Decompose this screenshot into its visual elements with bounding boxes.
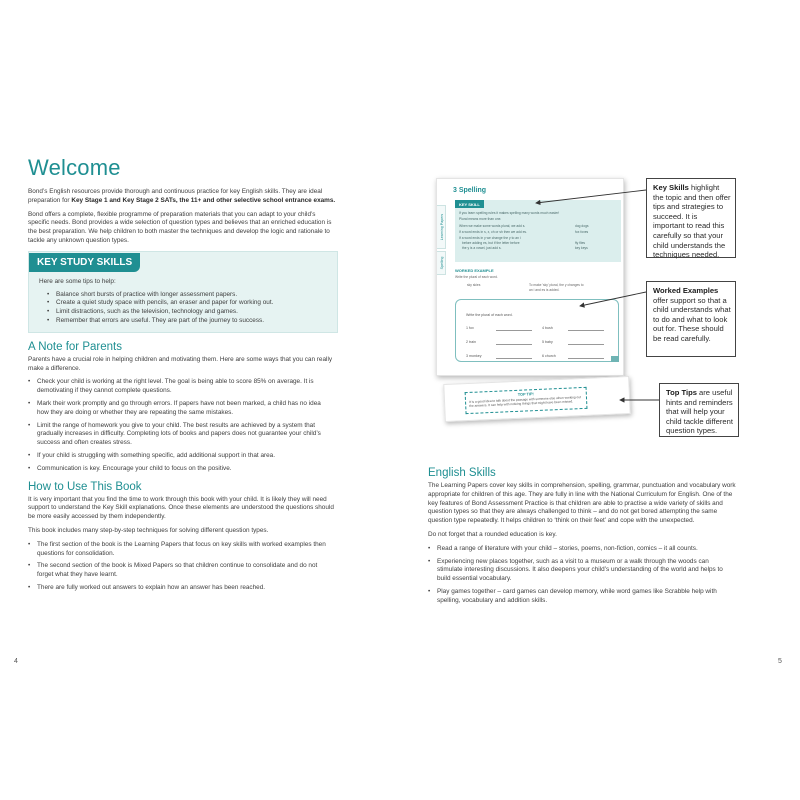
ks-line: When we make some words plural, we add s. [459, 224, 526, 228]
kss-intro: Here are some tips to help: [39, 277, 116, 285]
wb-row: 5 baby [542, 340, 553, 344]
ks-line: If you learn spelling rules it makes spelling many words much easier! [459, 211, 560, 215]
key-study-skills-box [28, 251, 338, 333]
answer-line [568, 330, 604, 331]
top-tips-callout [659, 383, 739, 437]
answer-line [496, 344, 532, 345]
top-tip-text: It is a good idea to talk about the passage with someone else when working out the answers. It can help with noticing things that might have been missed. [468, 395, 582, 408]
tab-label: Learning Papers [440, 213, 444, 241]
learning-papers-tab [437, 205, 446, 249]
howto-list [28, 541, 338, 593]
ks-line: If a word ends in y we change the y to an i [459, 236, 521, 240]
callout-bold: Top Tips [666, 388, 697, 397]
callout-text: are useful hints and reminders that will help your child tackle different question types. [666, 388, 733, 436]
wb-row: 6 church [542, 354, 556, 358]
worked-examples-callout [646, 281, 736, 357]
ks-example: fly flies [575, 241, 586, 245]
top-tip-title: TOP TIP! [517, 391, 534, 397]
intro-paragraph-1 [28, 188, 338, 206]
key-skill-tag: KEY SKILL [455, 200, 484, 208]
callout-bold: Key Skills [653, 183, 689, 192]
welcome-heading: Welcome [28, 155, 121, 180]
we-note: To make 'sky' plural, the y changes to [529, 283, 584, 287]
wb-row: 3 monkey [466, 354, 482, 358]
list-item: • Mark their work promptly and go through errors. If papers have not been marked, a child has no idea how they are doing or whether they are repeating the same mistakes. [28, 400, 332, 418]
top-tip-card [443, 376, 630, 422]
list-item: • Read a range of literature with your child – stories, poems, non-fiction, comics – it all counts. [428, 545, 732, 554]
key-skills-callout [646, 178, 736, 258]
english-skills-heading: English Skills [428, 467, 496, 479]
page-number-left: 4 [14, 658, 18, 665]
worked-example-label: WORKED EXAMPLE [455, 268, 494, 273]
howto-paragraph-2: This book includes many step-by-step techniques for solving different question types. [28, 526, 269, 534]
list-item: • Check your child is working at the right level. The goal is being able to score 85% on average. It is demotivating if they cannot complete questions. [28, 378, 332, 396]
page-number-right: 5 [778, 658, 782, 665]
kss-list [29, 291, 337, 326]
tab-label: Spelling [440, 256, 444, 270]
parents-intro: Parents have a crucial role in helping children and motivating them. Here are some ways that you can really make a difference. [28, 355, 333, 372]
marks-box [611, 356, 619, 362]
english-paragraph-1: The Learning Papers cover key skills in comprehension, spelling, grammar, punctuation and vocabulary work appropriate for children of this age. They are fully in line with the National Curriculum for English. One of the key features of Bond Assessment Practice is that children are able to practise a wide variety of skills and question types so that they are always challenged to think – and do not get bored attempting the same question type repeatedly. It helps children to ‘think on their feet’ and cope with the unexpected. [428, 482, 736, 525]
list-item: • Communication is key. Encourage your child to focus on the positive. [28, 465, 332, 474]
answer-line [568, 344, 604, 345]
callout-bold: Worked Examples [653, 286, 719, 295]
list-item: • Limit distractions, such as the television, technology and games. [47, 308, 331, 317]
list-item: • The second section of the book is Mixed Papers so that children continue to consolidate and do not forget what they have learnt. [28, 562, 332, 580]
list-item: • The first section of the book is the Learning Papers that focus on key skills with worked examples then questions for consolidation. [28, 541, 332, 559]
wb-row: 4 bush [542, 326, 553, 330]
list-item: • Remember that errors are useful. They are part of the journey to success. [47, 317, 331, 326]
wb-row: 2 train [466, 340, 476, 344]
top-tip-box [465, 387, 588, 414]
we-example: sky skies [467, 283, 481, 287]
parents-heading: A Note for Parents [28, 340, 122, 353]
key-study-skills-heading: KEY STUDY SKILLS [29, 253, 140, 272]
list-item: • Experiencing new places together, such as a visit to a museum or a walk through the woods can stimulate interesting discussions. It also deepens your child’s understanding of the world and helps to build essential vocabulary. [428, 558, 732, 584]
ks-line: Plural means more than one. [459, 217, 502, 221]
callout-text: offer support so that a child understands what to do and what to look out for. These should be read carefully. [653, 295, 731, 343]
answer-line [496, 358, 532, 359]
ks-line: If a word ends in s, x, ch or sh then we add es. [459, 230, 527, 234]
intro-bold-text: Key Stage 1 and Key Stage 2 SATs, the 11+ and other selective school entrance exams. [71, 196, 336, 204]
practice-questions-box [455, 299, 619, 362]
spelling-tab [437, 251, 446, 275]
sample-page-illustration [428, 178, 743, 448]
intro-text: Bond’s English resources provide thorough and continuous practice for key English skills. They are ideal preparation for [28, 188, 323, 204]
left-page [28, 155, 338, 597]
parents-list [28, 378, 338, 473]
wb-row: 1 fox [466, 326, 474, 330]
we-note: an i and es is added. [529, 288, 560, 292]
intro-paragraph-2: Bond offers a complete, flexible programme of preparation materials that you can adapt to your child’s specific needs. Bond provides a wide selection of question types and believes that an enriched education is the best preparation. We help children to both master the techniques and develop the logic and rationale to tackle any unknown question types. [28, 210, 332, 244]
list-item: • Play games together – card games can develop memory, while word games like Scrabble help with spelling, vocabulary and addition skills. [428, 588, 732, 606]
list-item: • Balance short bursts of practice with longer assessment papers. [47, 291, 331, 300]
howto-paragraph-1: It is very important that you find the time to work through this book with your child. It is likely they will need support to understand the Key Skill explanations. Once these elements are understood the questions should be more easily accessed by them independently. [28, 495, 334, 521]
ks-example: dog dogs [575, 224, 589, 228]
list-item: • Create a quiet study space with pencils, an eraser and paper for working out. [47, 299, 331, 308]
spelling-title: 3 Spelling [453, 187, 487, 194]
ks-example: fox foxes [575, 230, 589, 234]
list-item: • Limit the range of homework you give to your child. The best results are achieved by a system that gradually increases in difficulty. Completing lots of books and papers does not guarantee your child’s success and often creates stress. [28, 422, 332, 448]
we-instruction: Write the plural of each word. [455, 275, 498, 279]
callout-text: highlight the topic and then offer tips and strategies to succeed. It is important to read this carefully so that your child understands the techniques needed. [653, 183, 731, 260]
answer-line [496, 330, 532, 331]
wb-instruction: Write the plural of each word. [466, 313, 513, 317]
answer-line [568, 358, 604, 359]
sample-spelling-page [436, 178, 624, 376]
list-item: • If your child is struggling with something specific, add additional support in that area. [28, 452, 332, 461]
ks-line: before adding es, but if the letter before [462, 241, 520, 245]
how-to-use-heading: How to Use This Book [28, 480, 142, 493]
right-page-text [428, 467, 738, 610]
ks-example: key keys [575, 246, 588, 250]
ks-line: the y is a vowel, just add s. [462, 246, 502, 250]
english-list [428, 545, 738, 606]
list-item: • There are fully worked out answers to explain how an answer has been reached. [28, 584, 332, 593]
key-skill-panel [455, 200, 621, 262]
english-paragraph-2: Do not forget that a rounded education is key. [428, 530, 557, 538]
